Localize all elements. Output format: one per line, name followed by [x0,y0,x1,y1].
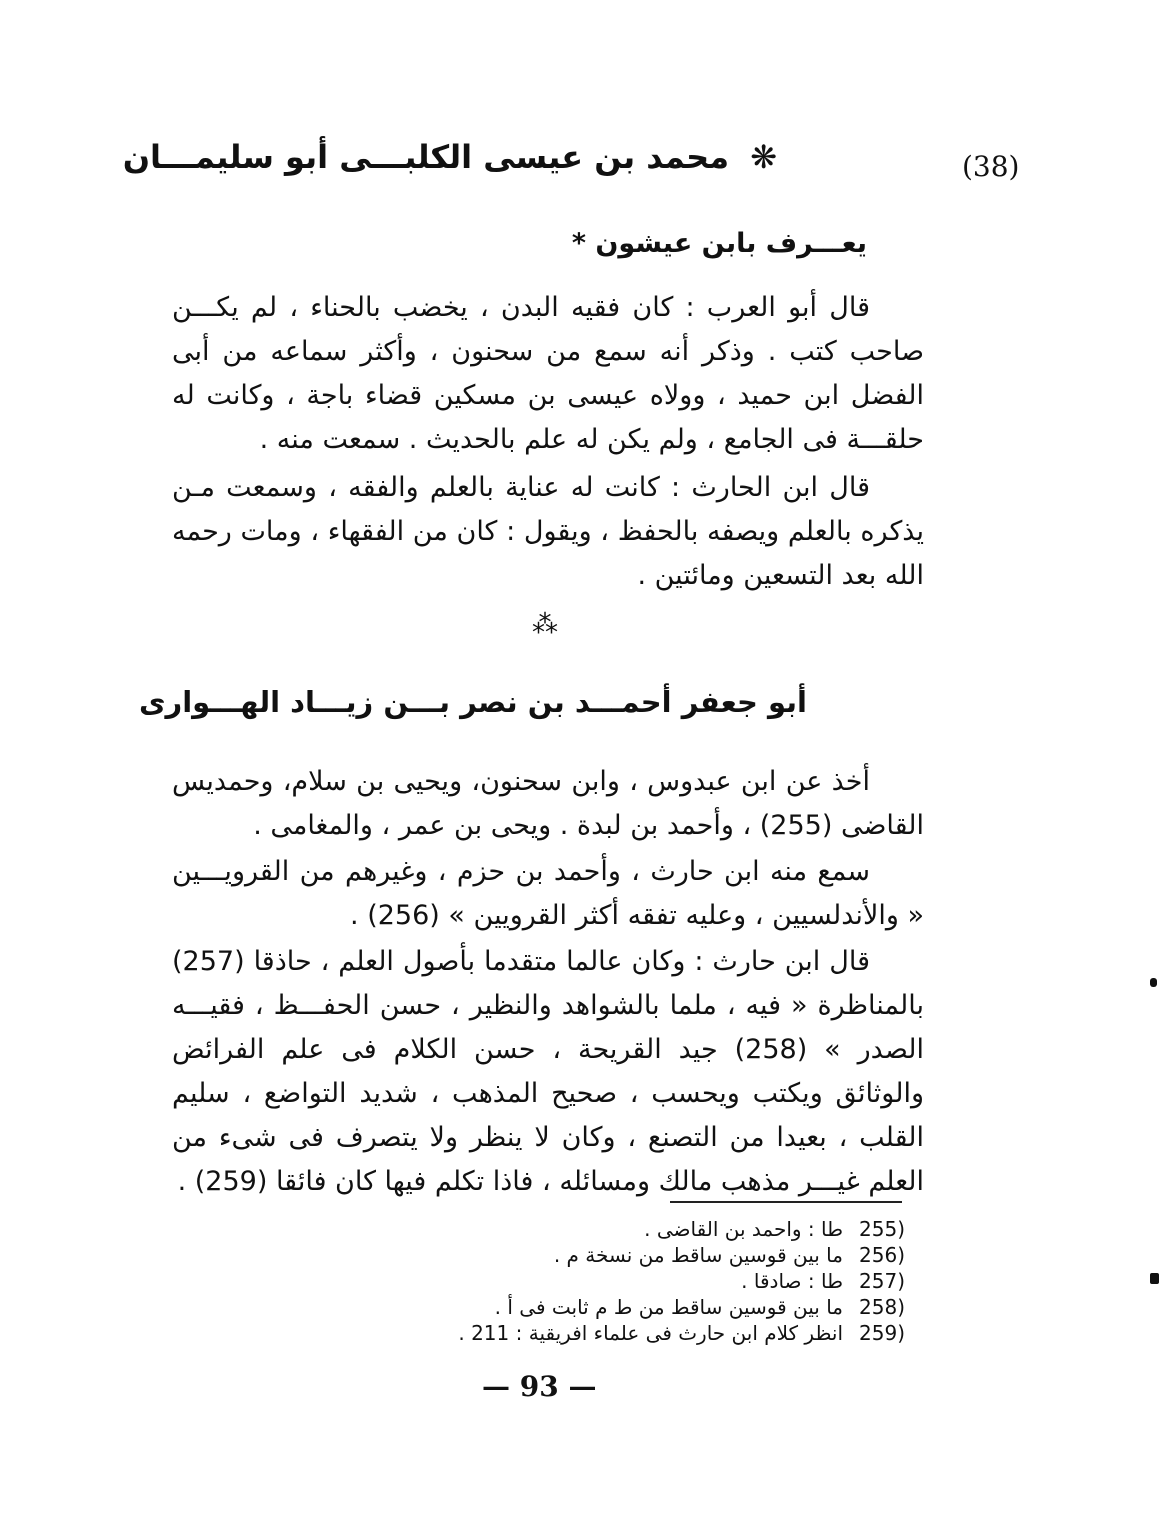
footnote-number: (256 [859,1243,905,1267]
entry-title [123,138,777,176]
scan-mark [1150,978,1157,987]
paragraph: قال ابن حارث : وكان عالما متقدما بأصول العلم ، حاذقا (257) بالمناظرة « فيه ، ملما بالشواهد والنظير ، حسن الحفـــظ ، فقيـــه الصدر » (258) جيد القريحة ، حسن الكلام فى علم الفرائض والوثائق ويكتب ويحسب ، صحيح المذهب ، شديد التواضع ، سليم القلب ، بعيدا من التصنع ، وكان لا ينظر ولا يتصرف فى شىء من العلم غيـــر مذهب مالك ومسائله ، فاذا تكلم فيها كان فائقا (259) . [172,946,924,1197]
scan-mark [1150,1273,1159,1284]
footnote [400,1320,905,1346]
footnote [400,1294,905,1320]
footnote-text: طا : صادقا . [741,1269,843,1293]
footnote-text: ما بين قوسين ساقط من ط م ثابت فى أ . [494,1295,843,1319]
footnote-number: (255 [859,1217,905,1241]
asterism-icon: ❋ [750,138,777,176]
section-title: أبو جعفر أحمـــد بن نصر بـــن زيـــاد الهـــوارى [138,685,807,719]
entry-subtitle: يعـــرف بابن عيشون * [571,228,867,259]
footnote-text: طا : واحمد بن القاضى . [644,1217,843,1241]
paragraph: قال أبو العرب : كان فقيه البدن ، يخضب بالحناء ، لم يكـــن صاحب كتب . وذكر أنه سمع من سحنون ، وأكثر سماعه من أبى الفضل ابن حميد ، وولاه عيسى بن مسكين قضاء باجة ، وكانت له حلقـــة فى الجامع ، ولم يكن له علم بالحديث . سمعت منه . [172,292,924,455]
section-divider-icon: ⁂ [532,610,558,640]
paragraph: قال ابن الحارث : كانت له عناية بالعلم والفقه ، وسمعت مـن يذكره بالعلم ويصفه بالحفظ ، ويقول : كان من الفقهاء ، ومات رحمه الله بعد التسعين ومائتين . [172,472,924,591]
footnote [400,1242,905,1268]
footnote [400,1268,905,1294]
footnote-number: (257 [859,1269,905,1293]
footnote-text: ما بين قوسين ساقط من نسخة م . [553,1243,843,1267]
footnote-number: (259 [859,1321,905,1345]
entry-number: (38) [962,150,1020,183]
footnote-number: (258 [859,1295,905,1319]
footnote [400,1216,905,1242]
paragraph: أخذ عن ابن عبدوس ، وابن سحنون، ويحيى بن سلام، وحمديس القاضى (255) ، وأحمد بن لبدة . ويحى بن عمر ، والمغامى . [172,766,924,841]
entry-title-text: محمد بن عيسى الكلبـــى أبو سليمـــان [122,138,730,176]
footnotes [400,1216,905,1346]
footnote-divider [670,1201,902,1203]
footnote-text: انظر كلام ابن حارث فى علماء افريقية : 211 . [458,1321,843,1345]
page-number: — 93 — [482,1370,597,1403]
paragraph: سمع منه ابن حارث ، وأحمد بن حزم ، وغيرهم من القرويـــين « والأندلسيين ، وعليه تفقه أكثر القرويين » (256) . [172,856,924,931]
